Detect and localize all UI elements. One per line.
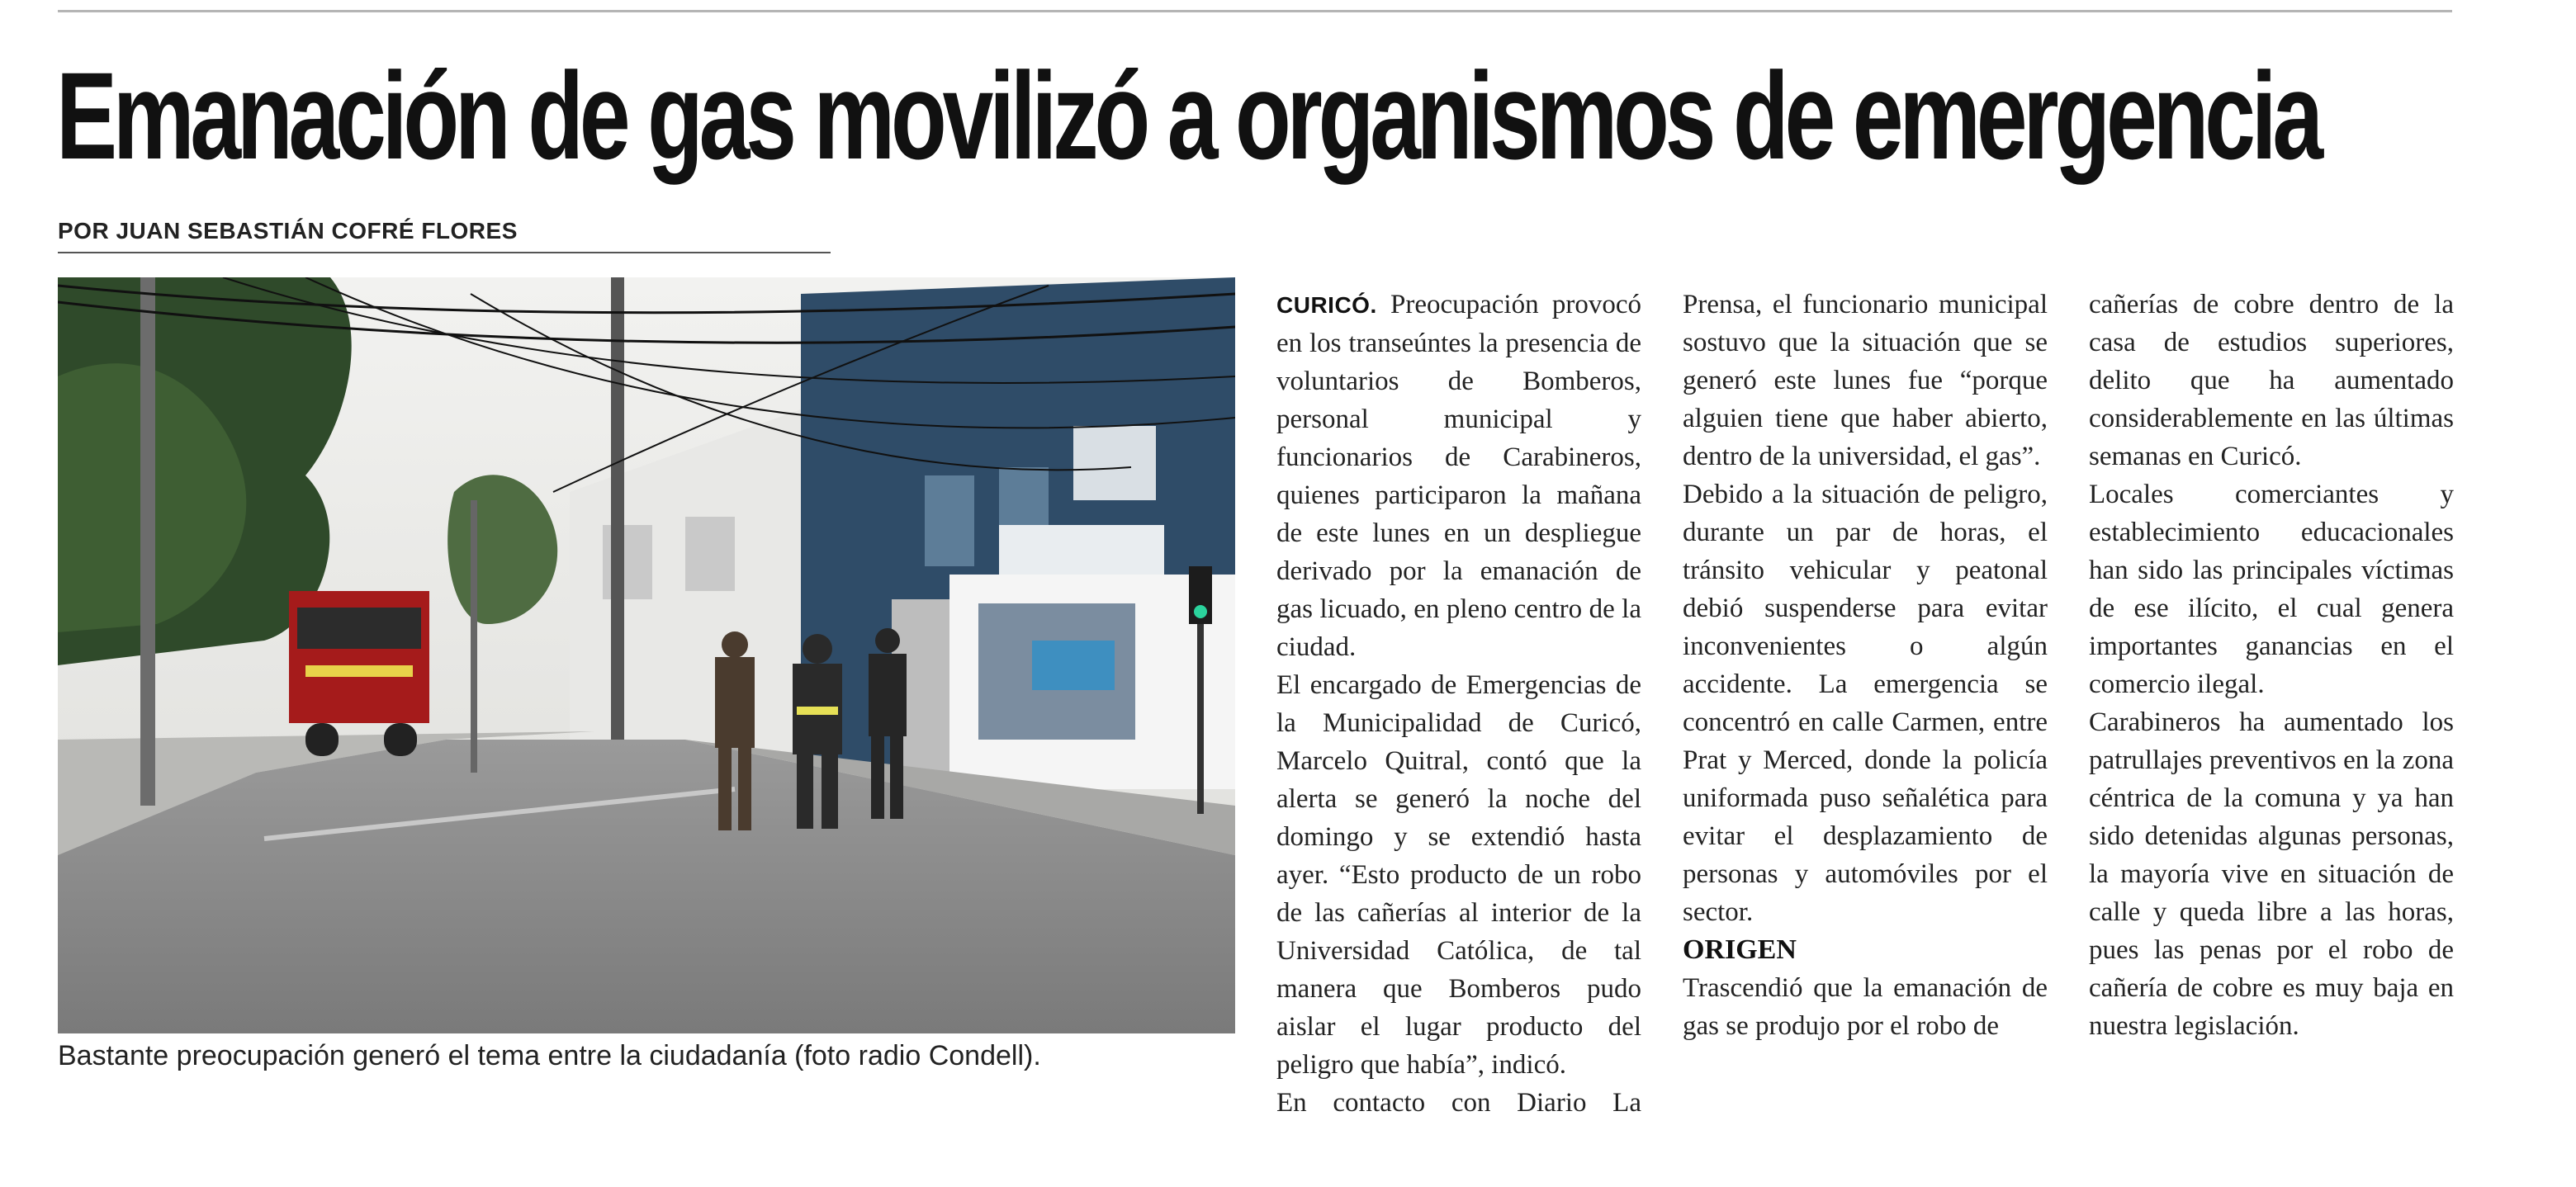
photo-caption: Bastante preocupación generó el tema entre la ciudadanía (foto radio Condell). bbox=[58, 1040, 1041, 1071]
paragraph-3: En contacto con Diario La bbox=[1276, 1088, 1641, 1118]
paragraph-6: Trascendió que la emanación de gas se produjo por el robo de bbox=[1683, 973, 2048, 1041]
byline: POR JUAN SEBASTIÁN COFRÉ FLORES bbox=[58, 218, 518, 244]
paragraph-1-text: Preocupación provocó en los transeúntes la presencia de voluntarios de Bomberos, personal municipal y funcionarios de Carabineros, quienes participaron la mañana de este lunes en un despliegue derivado por la emanación de gas licuado, en pleno centro de la ciudad. bbox=[1276, 290, 1641, 662]
text-column-1 bbox=[1276, 286, 1641, 1122]
text-column-2 bbox=[1683, 286, 2048, 1045]
dateline: CURICÓ. bbox=[1276, 292, 1377, 318]
headline: Emanación de gas movilizó a organismos de emergencia bbox=[56, 46, 2319, 185]
byline-rule bbox=[58, 252, 831, 253]
paragraph-7: cañerías de cobre dentro de la casa de estudios superiores, delito que ha aumentado considerablemente en las últimas semanas en Curicó. bbox=[2089, 290, 2454, 471]
top-rule bbox=[58, 10, 2452, 12]
text-column-3 bbox=[2089, 286, 2454, 1045]
paragraph-2: El encargado de Emergencias de la Municipalidad de Curicó, Marcelo Quitral, contó que la alerta se generó la noche del domingo y se extendió hasta ayer. “Esto producto de un robo de las cañerías al interior de la Universidad Católica, de tal manera que Bomberos pudo aislar el lugar producto del peligro que había”, indicó. bbox=[1276, 670, 1641, 1080]
paragraph-8: Locales comerciantes y establecimiento educacionales han sido las principales víctimas de ese ilícito, el cual genera importantes ganancias en el comercio ilegal. bbox=[2089, 480, 2454, 699]
paragraph-9: Carabineros ha aumentado los patrullajes preventivos en la zona céntrica de la comuna y ya han sido detenidas algunas personas, la mayoría vive en situación de calle y queda libre a las horas, pues las penas por el robo de cañería de cobre es muy baja en nuestra legislación. bbox=[2089, 707, 2454, 1041]
paragraph-1 bbox=[1276, 286, 1641, 666]
paragraph-5: Debido a la situación de peligro, durante un par de horas, el tránsito vehicular y peatonal debió suspenderse para evitar inconvenientes o algún accidente. La emergencia se concentró en calle Carmen, entre Prat y Merced, donde la policía uniformada puso señalética para evitar el desplazamiento de personas y automóviles por el sector. bbox=[1683, 480, 2048, 927]
news-photo bbox=[58, 277, 1235, 1033]
subheading-origen: ORIGEN bbox=[1683, 934, 1797, 965]
paragraph-4: Prensa, el funcionario municipal sostuvo que la situación que se generó este lunes fue “porque alguien tiene que haber abierto, dentro de la universidad, el gas”. bbox=[1683, 290, 2048, 471]
